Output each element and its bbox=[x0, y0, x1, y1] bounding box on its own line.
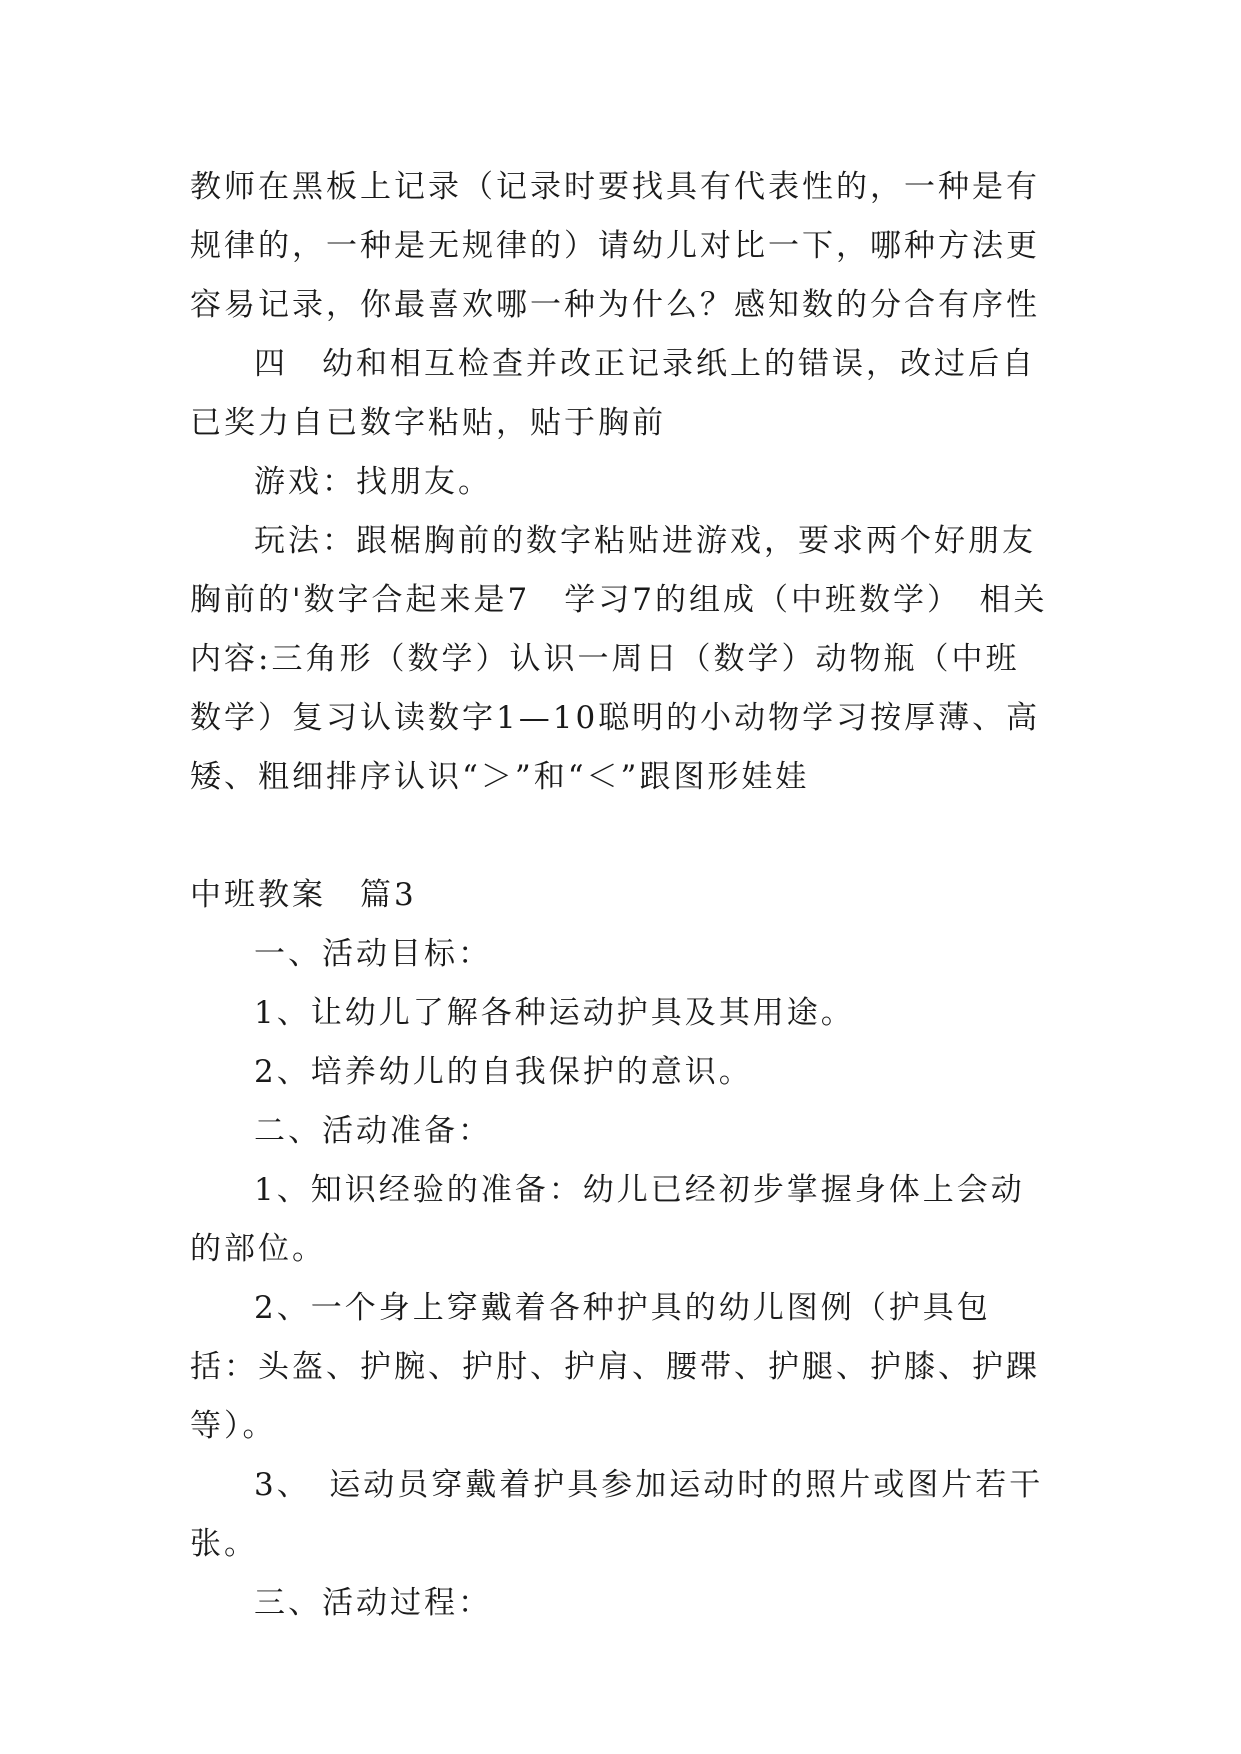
paragraph-13: 三、活动过程： bbox=[254, 1585, 492, 1621]
paragraph-2: 四 幼和相互检查并改正记录纸上的错误，改过后自已奖力自已数字粘贴，贴于胸前 bbox=[190, 346, 1036, 441]
paragraph-7: 1、让幼儿了解各种运动护具及其用途。 bbox=[254, 995, 855, 1031]
paragraph-4: 玩法：跟椐胸前的数字粘贴进游戏，要求两个好朋友胸前的'数字合起来是7 学习7的组成（中班数学） 相关内容:三角形（数学）认识一周日（数学）动物瓶（中班数学）复习认读数字1—10聪明的小动物学习按厚薄、高矮、粗细排序认识“＞”和“＜”跟图形娃娃 bbox=[190, 523, 1048, 795]
paragraph-3: 游戏：找朋友。 bbox=[254, 464, 492, 500]
paragraph-10: 1、知识经验的准备：幼儿已经初步掌握身体上会动的部位。 bbox=[190, 1172, 1025, 1267]
paragraph-6: 一、活动目标： bbox=[254, 936, 492, 972]
paragraph-9: 二、活动准备： bbox=[254, 1113, 492, 1149]
paragraph-11: 2、一个身上穿戴着各种护具的幼儿图例（护具包括：头盔、护腕、护肘、护肩、腰带、护腿、护膝、护踝等）。 bbox=[190, 1290, 1040, 1444]
paragraph-12: 3、 运动员穿戴着护具参加运动时的照片或图片若干张。 bbox=[190, 1467, 1044, 1562]
section-heading: 中班教案 篇3 bbox=[190, 877, 417, 913]
paragraph-8: 2、培养幼儿的自我保护的意识。 bbox=[254, 1054, 753, 1090]
document-body bbox=[190, 158, 1050, 1633]
paragraph-1: 教师在黑板上记录（记录时要找具有代表性的，一种是有规律的，一种是无规律的）请幼儿对比一下，哪种方法更容易记录，你最喜欢哪一种为什么？感知数的分合有序性 bbox=[190, 169, 1040, 323]
